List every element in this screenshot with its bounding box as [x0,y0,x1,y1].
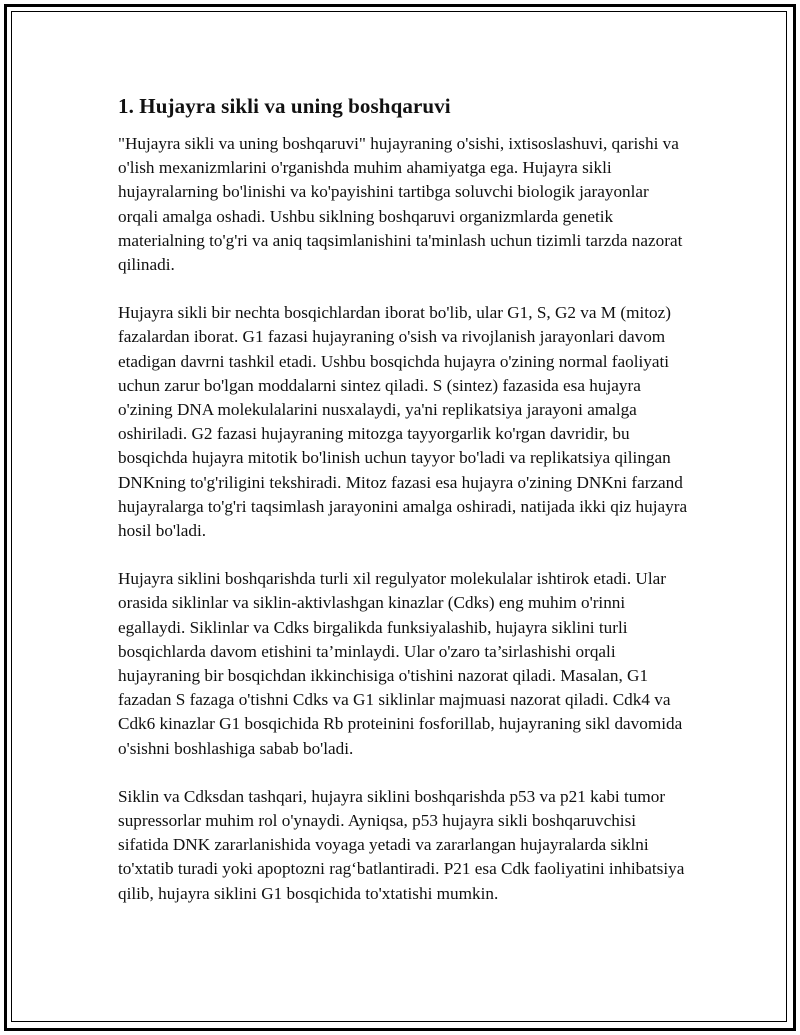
paragraph-cell-cycle-phases: Hujayra sikli bir nechta bosqichlardan iborat bo'lib, ular G1, S, G2 va M (mitoz) fazalardan iborat. G1 fazasi hujayraning o'sish va rivojlanish jarayonlari davom etadigan davrni tashkil etadi. Ushbu bosqichda hujayra o'zining normal faoliyati uchun zarur bo'lgan moddalarni sintez qiladi. S (sintez) fazasida esa hujayra o'zining DNA molekulalarini nusxalaydi, ya'ni replikatsiya jarayoni amalga oshiriladi. G2 fazasi hujayraning mitozga tayyorgarlik ko'rgan davridir, bu bosqichda hujayra mitotik bo'linish uchun tayyor bo'ladi va replikatsiya qilingan DNKning to'g'riligini tekshiradi. Mitoz fazasi esa hujayra o'zining DNKni farzand hujayralarga to'g'ri taqsimlash jarayonini amalga oshiradi, natijada ikki qiz hujayra hosil bo'ladi. [118,303,688,541]
paragraph-regulators: Hujayra siklini boshqarishda turli xil regulyator molekulalar ishtirok etadi. Ular orasida siklinlar va siklin-aktivlashgan kinazlar (Cdks) eng muhim o'rinni egallaydi. Siklinlar va Cdks birgalikda funksiyalashib, hujayra siklini turli bosqichlarda davom etishini ta’minlaydi. Ular o'zaro ta’sirlashishi orqali hujayraning bir bosqichdan ikkinchisiga o'tishini nazorat qiladi. Masalan, G1 fazadan S fazaga o'tishni Cdks va G1 siklinlar majmuasi nazorat qiladi. Cdk4 va Cdk6 kinazlar G1 bosqichida Rb proteinini fosforillab, hujayraning sikl davomida o'sishni boshlashiga sabab bo'ladi. [118,569,683,758]
paragraph-tumor-suppressors: Siklin va Cdksdan tashqari, hujayra siklini boshqarishda p53 va p21 kabi tumor supressorlar muhim rol o'ynaydi. Ayniqsa, p53 hujayra sikli boshqaruvchisi sifatida DNK zararlanishida voyaga yetadi va zararlangan hujayralarda siklni to'xtatib turadi yoki apoptozni rag‘batlantiradi. P21 esa Cdk faoliyatini inhibatsiya qilib, hujayra siklini G1 bosqichida to'xtatishi mumkin. [118,786,685,903]
paragraph-intro: "Hujayra sikli va uning boshqaruvi" hujayraning o'sishi, ixtisoslashuvi, qarishi va o'lish mexanizmlarini o'rganishda muhim ahamiyatga ega. Hujayra sikli hujayralarning bo'linishi va ko'payishini tartibga soluvchi biologik jarayonlar orqali amalga oshadi. Ushbu siklning boshqaruvi organizmlarda genetik materialning to'g'ri va aniq taqsimlanishini ta'minlash uchun tizimli tarzda nazorat qilinadi. [118,134,683,275]
section-heading: 1. Hujayra sikli va uning boshqaruvi [118,94,451,118]
document-body [118,92,690,930]
